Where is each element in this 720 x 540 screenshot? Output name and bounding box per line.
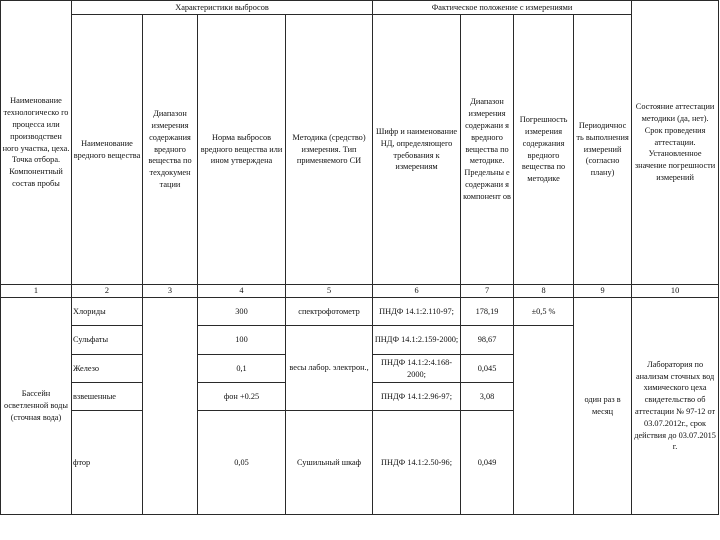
substance-cell: взвешенные [72,383,143,411]
norm-cell: фон +0.25 [198,383,286,411]
periodicity-cell: один раз в месяц [574,298,632,515]
header-process: Наименование технологическо го процесса или производствен ного участка, цеха. Точка отбора. Компонентный состав пробы [1,1,72,285]
norm-cell: 0,1 [198,355,286,383]
header-attestation: Состояние аттестации методики (да, нет). Срок проведения аттестации. Установленное значение погрешности измерений [632,1,719,285]
column-number: 3 [143,285,198,298]
header-error: Погрешность измерения содержания вредного вещества по методике [514,15,574,285]
column-number: 10 [632,285,719,298]
nd-cell: ПНДФ 14.1:2.110-97; [373,298,461,326]
norm-cell: 0,05 [198,411,286,515]
range-cell: 178,19 [461,298,514,326]
error-empty-cell [514,326,574,515]
table-row [1,298,719,326]
header-range-method: Диапазон измерения содержани я вредного вещества по методике. Предельны е содержани я компонент ов [461,15,514,285]
column-number: 2 [72,285,143,298]
substance-cell: Железо [72,355,143,383]
process-cell: Бассейн осветленной воды (сточная вода) [1,298,72,515]
nd-cell: ПНДФ 14.1:2.159-2000; [373,326,461,355]
header-nd-code: Шифр и наименование НД, определяющего требования к измерениям [373,15,461,285]
header-periodicity: Периодичнос ть выполнения измерений (согласно плану) [574,15,632,285]
column-number: 6 [373,285,461,298]
column-number: 4 [198,285,286,298]
range-cell: 3,08 [461,383,514,411]
column-number: 9 [574,285,632,298]
method-cell: спектрофотометр [286,298,373,326]
error-cell: ±0,5 % [514,298,574,326]
column-number: 8 [514,285,574,298]
header-group-characteristics: Характеристики выбросов [72,1,373,15]
header-method: Методика (средство) измерения. Тип применяемого СИ [286,15,373,285]
column-number: 7 [461,285,514,298]
column-number: 5 [286,285,373,298]
nd-cell: ПНДФ 14.1:2.50-96; [373,411,461,515]
method-cell: Сушильный шкаф [286,411,373,515]
nd-cell: ПНДФ 14.1:2.96-97; [373,383,461,411]
attestation-cell: Лаборатория по анализам сточных вод химического цеха свидетельство об аттестации № 97-12 от 03.07.2012г., срок действия до 03.07.2015 г. [632,298,719,515]
nd-cell: ПНДФ 14.1:2:4.168-2000; [373,355,461,383]
range-cell: 0,045 [461,355,514,383]
norm-cell: 100 [198,326,286,355]
header-range-techdoc: Диапазон измерения содержания вредного вещества по техдокумен тации [143,15,198,285]
method-cell: весы лабор. электрон., [286,326,373,411]
substance-cell: Сульфаты [72,326,143,355]
header-group-actual: Фактическое положение с измерениями [373,1,632,15]
column-number-row [1,285,719,298]
substance-cell: Хлориды [72,298,143,326]
header-substance: Наименование вредного вещества [72,15,143,285]
range-techdoc-cell [143,298,198,515]
header-emission-norm: Норма выбросов вредного вещества или ином утверждена [198,15,286,285]
norm-cell: 300 [198,298,286,326]
range-cell: 0,049 [461,411,514,515]
range-cell: 98,67 [461,326,514,355]
substance-cell: фтор [72,411,143,515]
column-number: 1 [1,285,72,298]
